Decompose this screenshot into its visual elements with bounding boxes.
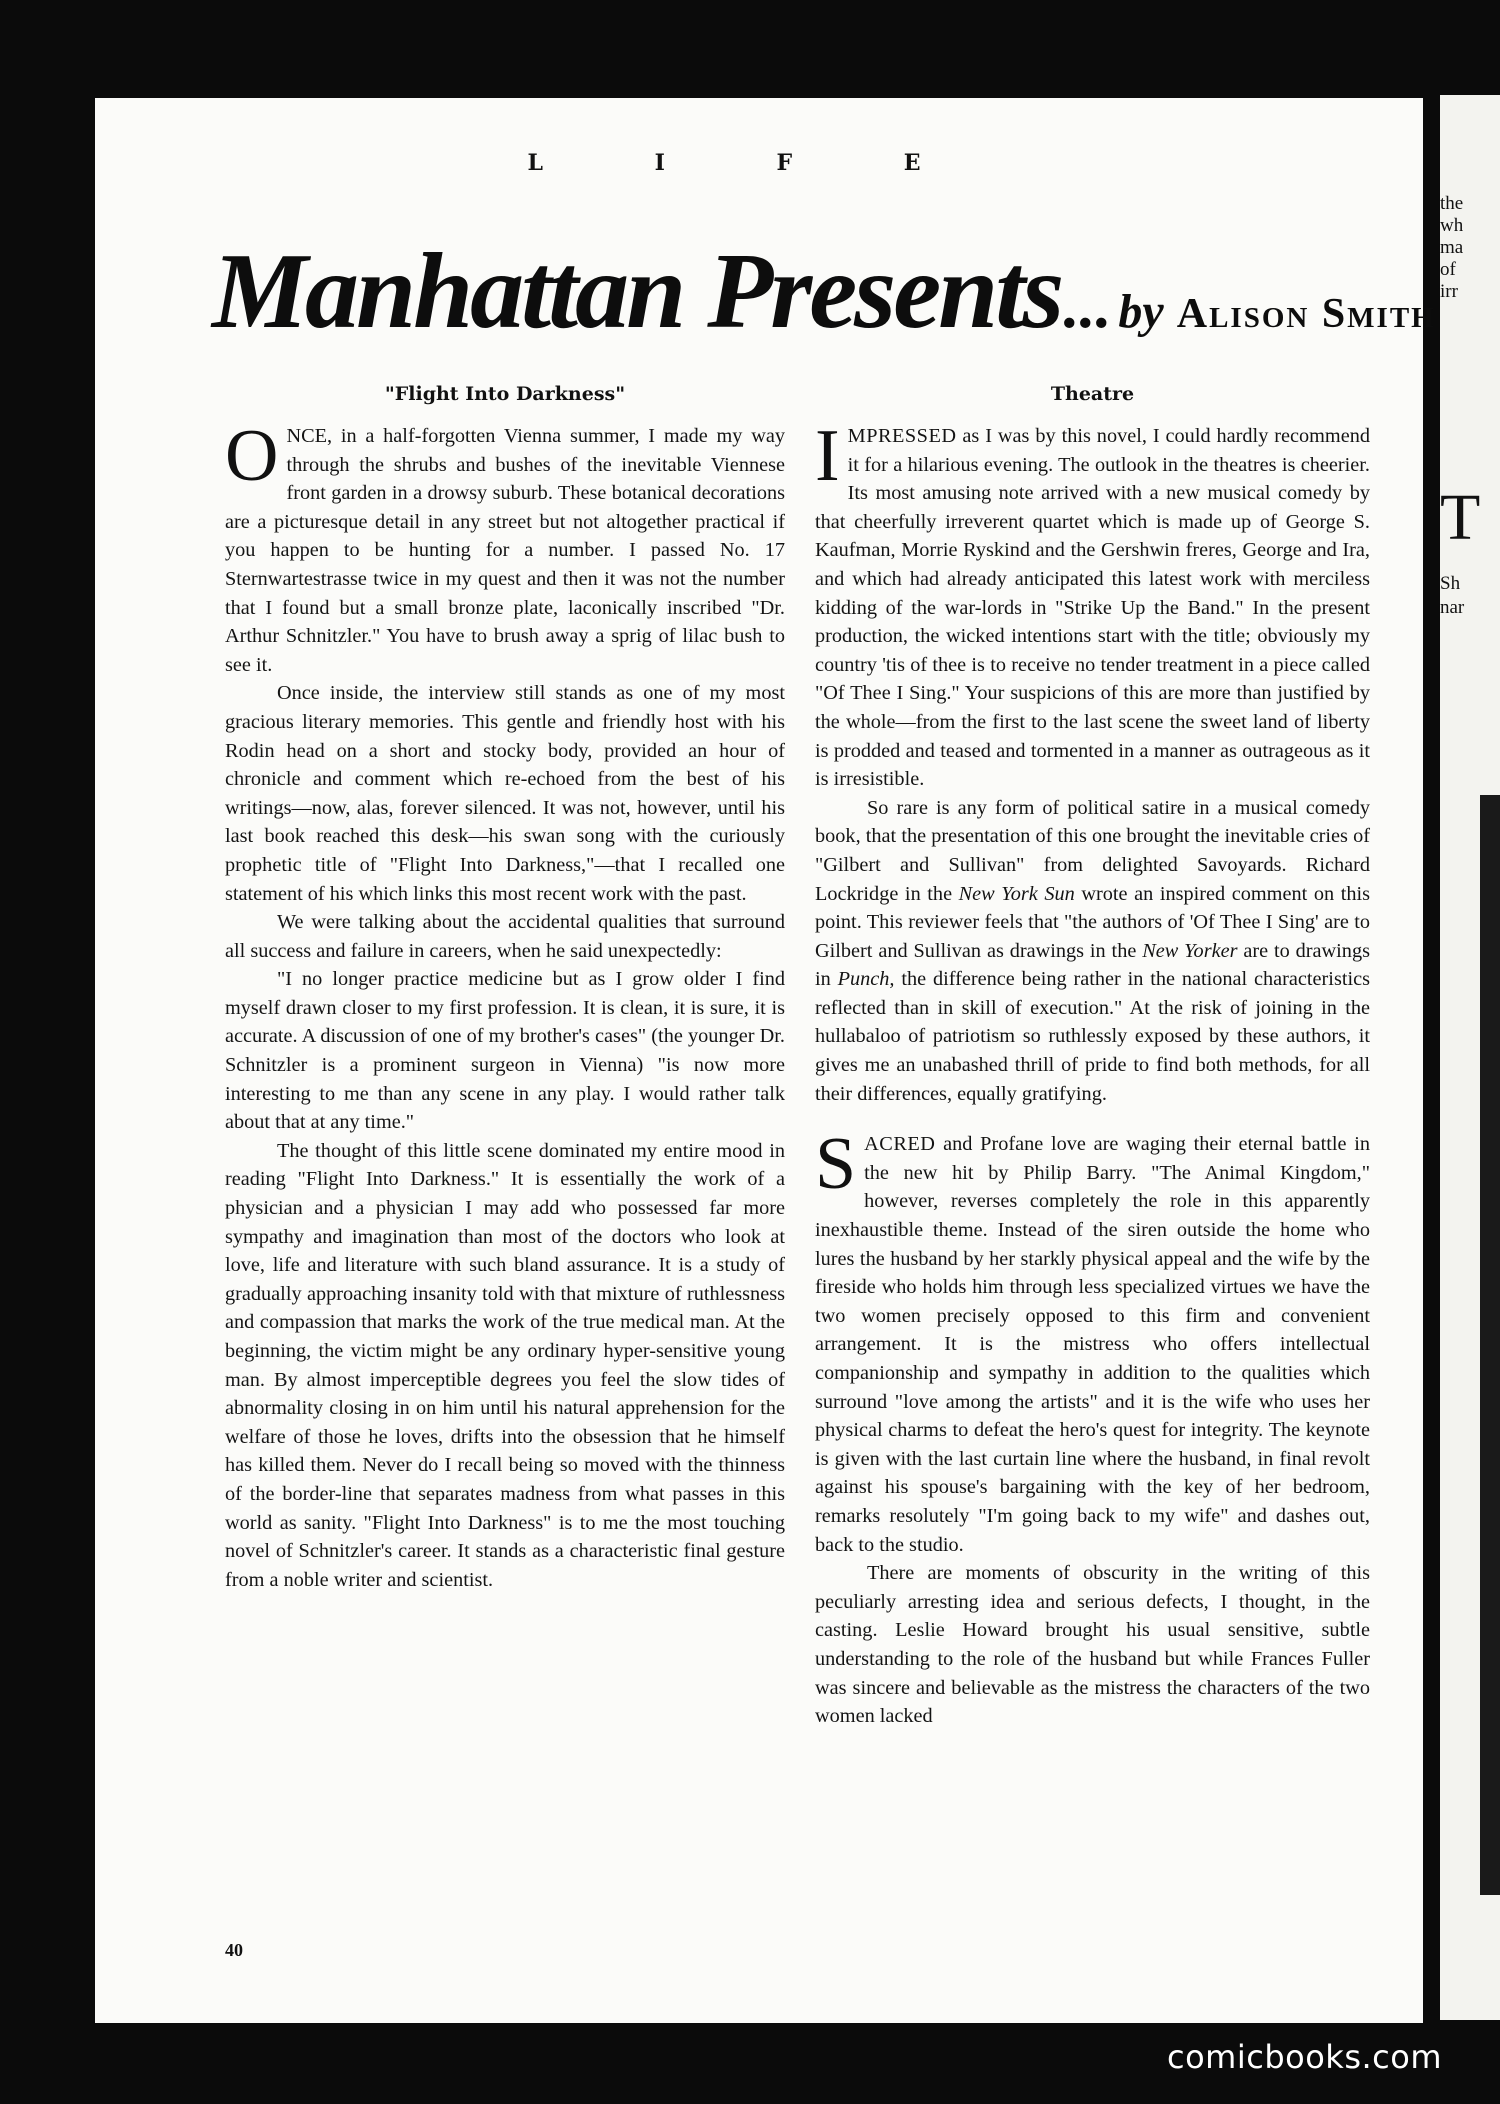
fragment-text: irr: [1440, 281, 1458, 302]
publication-name: New Yorker: [1142, 939, 1238, 962]
paragraph: [815, 794, 1370, 1109]
adjacent-page-edge: [1440, 95, 1500, 2020]
paragraph: The thought of this little scene dominated my entire mood in reading "Flight Into Darkness." It is essentially the work of a physician and a physician I may add who possessed far more sympathy and imagination than most of the doctors who look at love, life and literature with such bland assurance. It is a study of gradually approaching insanity told with that mixture of ruthlessness and compassion that marks the work of the true medical man. At the beginning, the victim might be any ordinary hyper-sensitive young man. By almost imperceptible degrees you feel the slow tides of abnormality closing in on him until his natural apprehension for the welfare of those he loves, drifts into the obsession that he himself has killed them. Never do I recall being so moved with the thinness of the border-line that separates madness from what passes in this world as sanity. "Flight Into Darkness" is to me the most touching novel of Schnitzler's career. It stands as a characteristic final gesture from a noble writer and scientist.: [225, 1139, 785, 1591]
paragraph: We were talking about the accidental qualities that surround all success and failure in careers, when he said unexpectedly:: [225, 911, 785, 962]
right-column: [815, 415, 1370, 1731]
paragraph-text: and Profane love are waging their eternal battle in the new hit by Philip Barry. "The Animal Kingdom," however, reverses completely the role in this apparently inexhaustible theme. Instead of the siren outside the home who lures the husband by her starkly physical appeal and the wife by the fireside who holds him through less specialized virtues we have the two women precisely opposed to this firm and convenient arrangement. It is the mistress who offers intellectual companionship and sympathy in addition to the qualities which surround "love among the artists" and it is the wife who uses her physical charms to defeat the hero's quest for integrity. The keynote is given with the last curtain line where the husband, in final revolt against his spouse's bargaining with the key of her bedroom, remarks resolutely "I'm going back to my wife" and dashes out, back to the studio.: [815, 1133, 1370, 1556]
text-run: So rare is any form of political satire in a musical comedy book, that the presentation of this one brought the inevitable cries of "Gilbert and Sullivan" from delighted Savoyards. Richard Lockridge in the: [815, 796, 1370, 905]
paragraph-text: NCE, in a half-forgotten Vienna summer, I made my way through the shrubs and bushes of the inevitable Viennese front garden in a drowsy suburb. These botanical decorations are a picturesque detail in any street but not altogether practical if you happen to be hunting for a number. I passed No. 17 Sternwartestrasse twice in my quest and then it was not the number that I found but a small bronze plate, laconically inscribed "Dr. Arthur Schnitzler." You have to brush away a sprig of lilac bush to see it.: [225, 425, 785, 676]
fragment-text: Sh: [1440, 573, 1461, 594]
paragraph: [815, 1123, 1370, 1559]
paragraph: Once inside, the interview still stands as one of my most gracious literary memories. This gentle and friendly host with his Rodin head on a short and stocky body, provided an hour of chronicle and comment which re-echoed from the best of his writings—now, alas, forever silenced. It was not, however, until his last book reached this desk—his swan song with the curiously prophetic title of "Flight Into Darkness,"—that I recalled one statement of his which links this most recent work with the past.: [225, 682, 785, 905]
fragment-dropcap: T: [1440, 481, 1481, 554]
publication-name: New York Sun: [958, 882, 1075, 905]
left-column: [225, 415, 785, 1594]
paragraph: "I no longer practice medicine but as I grow older I find myself drawn closer to my first profession. It is clean, it is sure, it is accurate. A discussion of one of my brother's cases" (the younger Dr. Schnitzler is a prominent surgeon in Vienna) "is now more interesting to me than any scene in any play. I would rather talk about that at any time.": [225, 968, 785, 1134]
page-number: 40: [225, 1940, 243, 1960]
right-column-heading: Theatre: [1050, 383, 1135, 405]
paragraph: [225, 415, 785, 679]
left-column-heading: "Flight Into Darkness": [384, 383, 626, 405]
watermark: comicbooks.com: [1166, 2038, 1442, 2076]
drop-cap: S: [815, 1123, 857, 1206]
paragraph: There are moments of obscurity in the writing of this peculiarly arresting idea and serious defects, I thought, in the casting. Leslie Howard brought his usual sensitive, subtle understanding to the role of the husband but while Frances Fuller was sincere and believable as the mistress the characters of the two women lacked: [815, 1562, 1370, 1728]
fragment-text: ma: [1440, 237, 1464, 258]
fragment-text: wh: [1440, 215, 1464, 236]
headline: [212, 232, 1436, 352]
headline-ellipsis: ...: [1061, 270, 1110, 341]
masthead: L I F E: [527, 150, 973, 176]
fragment-photo: [1480, 795, 1500, 1895]
paragraph: [815, 415, 1370, 794]
text-run: are to drawings in: [815, 939, 1370, 991]
drop-cap: O: [225, 415, 279, 497]
fragment-text: the: [1440, 193, 1464, 214]
fragment-text: of: [1440, 259, 1456, 280]
headline-author: Alison Smith: [1176, 291, 1436, 337]
drop-cap: I: [815, 415, 840, 497]
paragraph-text: as I was by this novel, I could hardly recommend it for a hilarious evening. The outlook in the theatres is cheerier. Its most amusing note arrived with a new musical comedy by that cheerfully irreverent quartet which is made up of George S. Kaufman, Morrie Ryskind and the Gershwin freres, George and Ira, and which had already anticipated this latest work with merciless kidding of the war-lords in "Strike Up the Band." In the present production, the wicked intentions start with the title; obviously my country 'tis of thee is to receive no tender treatment in a piece called "Of Thee I Sing." Your suspicions of this are more than justified by the whole—from the first to the last scene the sweet land of liberty is prodded and teased and tormented in a manner as outrageous as it is irresistible.: [815, 425, 1370, 791]
text-run: the difference being rather in the national characteristics reflected than in skill of execution." At the risk of joining in the hullabaloo of patriotism so ruthlessly exposed by these authors, it gives me an unabashed thrill of pride to find both methods, for all their differences, equally gratifying.: [815, 968, 1370, 1105]
headline-title: Manhattan Presents: [212, 232, 1062, 351]
headline-by: by: [1118, 285, 1164, 338]
fragment-text: nar: [1440, 597, 1465, 618]
lead-caps: ACRED: [864, 1133, 936, 1156]
lead-caps: MPRESSED: [847, 425, 957, 447]
publication-name: Punch,: [837, 968, 895, 991]
text-run: wrote an inspired comment on this point. This reviewer feels that "the authors of 'Of Thee I Sing' are to Gilbert and Sullivan as drawings in the: [815, 882, 1370, 962]
